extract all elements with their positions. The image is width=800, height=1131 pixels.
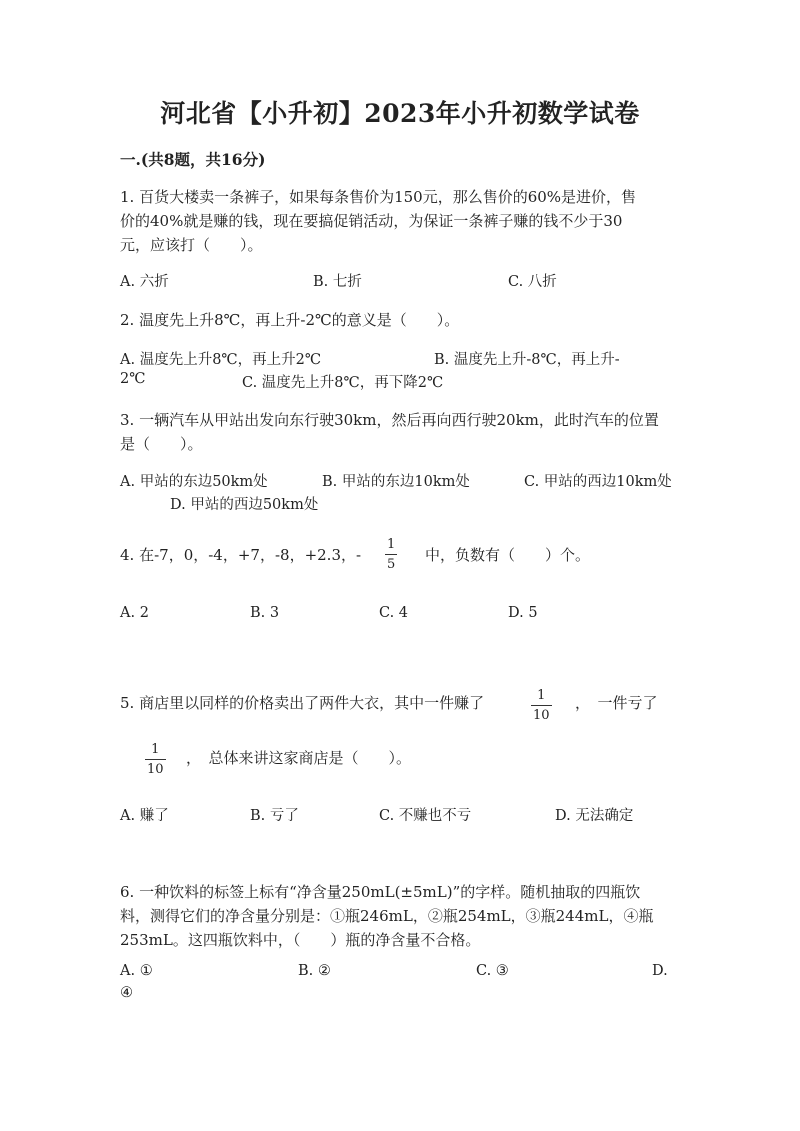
option-c[interactable]: C. 八折 (508, 274, 557, 290)
option-b[interactable]: B. 温度先上升-8℃，再上升- (434, 352, 620, 368)
fraction-denominator: 10 (147, 762, 164, 777)
option-b[interactable]: B. 3 (250, 605, 280, 621)
option-a[interactable]: A. 2 (120, 605, 149, 621)
option-b[interactable]: B. 甲站的东边10km处 (322, 474, 470, 490)
page-title: 河北省【小升初】2023年小升初数学试卷 (160, 99, 640, 128)
fraction-one-tenth (531, 688, 552, 723)
fraction-numerator: 1 (151, 742, 160, 757)
question-text-prefix: 4. 在-7，0，-4，+7，-8，+2.3，- (120, 546, 362, 564)
option-d-continued: ④ (120, 985, 133, 1001)
question-text-line: 1. 百货大楼卖一条裤子，如果每条售价为150元，那么售价的60%是进价，售 (120, 188, 637, 206)
question-text-line: 3. 一辆汽车从甲站出发向东行驶30km，然后再向西行驶20km，此时汽车的位置 (120, 411, 659, 429)
fraction-bar (145, 759, 166, 760)
option-c[interactable]: C. 甲站的西边10km处 (524, 474, 672, 490)
question-text-prefix: 5. 商店里以同样的价格卖出了两件大衣，其中一件赚了 (120, 694, 485, 712)
fraction-denominator: 10 (533, 708, 550, 723)
option-d[interactable]: D. (652, 963, 668, 979)
option-a[interactable]: A. ① (120, 963, 153, 979)
option-c[interactable]: C. 不赚也不亏 (379, 808, 472, 824)
question-text-line: 6. 一种饮料的标签上标有“净含量250mL(±5mL)”的字样。随机抽取的四瓶饮 (120, 883, 641, 901)
question-text-line: 元，应该打（ ）。 (120, 236, 263, 254)
option-b-continued: 2℃ (120, 371, 146, 387)
fraction-denominator: 5 (387, 557, 396, 572)
option-b[interactable]: B. 七折 (313, 274, 362, 290)
question-text-line: 2. 温度先上升8℃，再上升-2℃的意义是（ ）。 (120, 311, 460, 329)
option-d[interactable]: D. 无法确定 (555, 808, 634, 824)
option-c[interactable]: C. ③ (476, 963, 509, 979)
option-a[interactable]: A. 赚了 (120, 808, 169, 824)
question-text-line: 是（ ）。 (120, 435, 203, 453)
question-text-line: 料，测得它们的净含量分别是：①瓶246mL，②瓶254mL，③瓶244mL，④瓶 (120, 907, 654, 925)
fraction-one-tenth (145, 742, 166, 777)
option-d[interactable]: D. 甲站的西边50km处 (170, 497, 319, 513)
option-b[interactable]: B. 亏了 (250, 808, 299, 824)
option-a[interactable]: A. 温度先上升8℃，再上升2℃ (120, 352, 322, 368)
fraction-bar (385, 554, 397, 555)
fraction-numerator: 1 (387, 537, 396, 552)
option-a[interactable]: A. 六折 (120, 274, 169, 290)
question-text-suffix: ， 总体来讲这家商店是（ ）。 (186, 749, 412, 767)
section-heading: 一.(共8题，共16分) (120, 150, 266, 169)
option-c[interactable]: C. 温度先上升8℃，再下降2℃ (242, 375, 444, 391)
question-text-suffix: 中，负数有（ ）个。 (425, 546, 591, 564)
option-d[interactable]: D. 5 (508, 605, 538, 621)
option-b[interactable]: B. ② (298, 963, 331, 979)
question-text-line: 价的40%就是赚的钱，现在要搞促销活动，为保证一条裤子赚的钱不少于30 (120, 212, 623, 230)
option-c[interactable]: C. 4 (379, 605, 409, 621)
fraction-one-fifth (385, 537, 397, 572)
fraction-numerator: 1 (537, 688, 546, 703)
fraction-bar (531, 705, 552, 706)
option-a[interactable]: A. 甲站的东边50km处 (120, 474, 268, 490)
question-text-mid: ， 一件亏了 (575, 694, 658, 712)
question-text-line: 253mL。这四瓶饮料中，（ ）瓶的净含量不合格。 (120, 931, 481, 949)
